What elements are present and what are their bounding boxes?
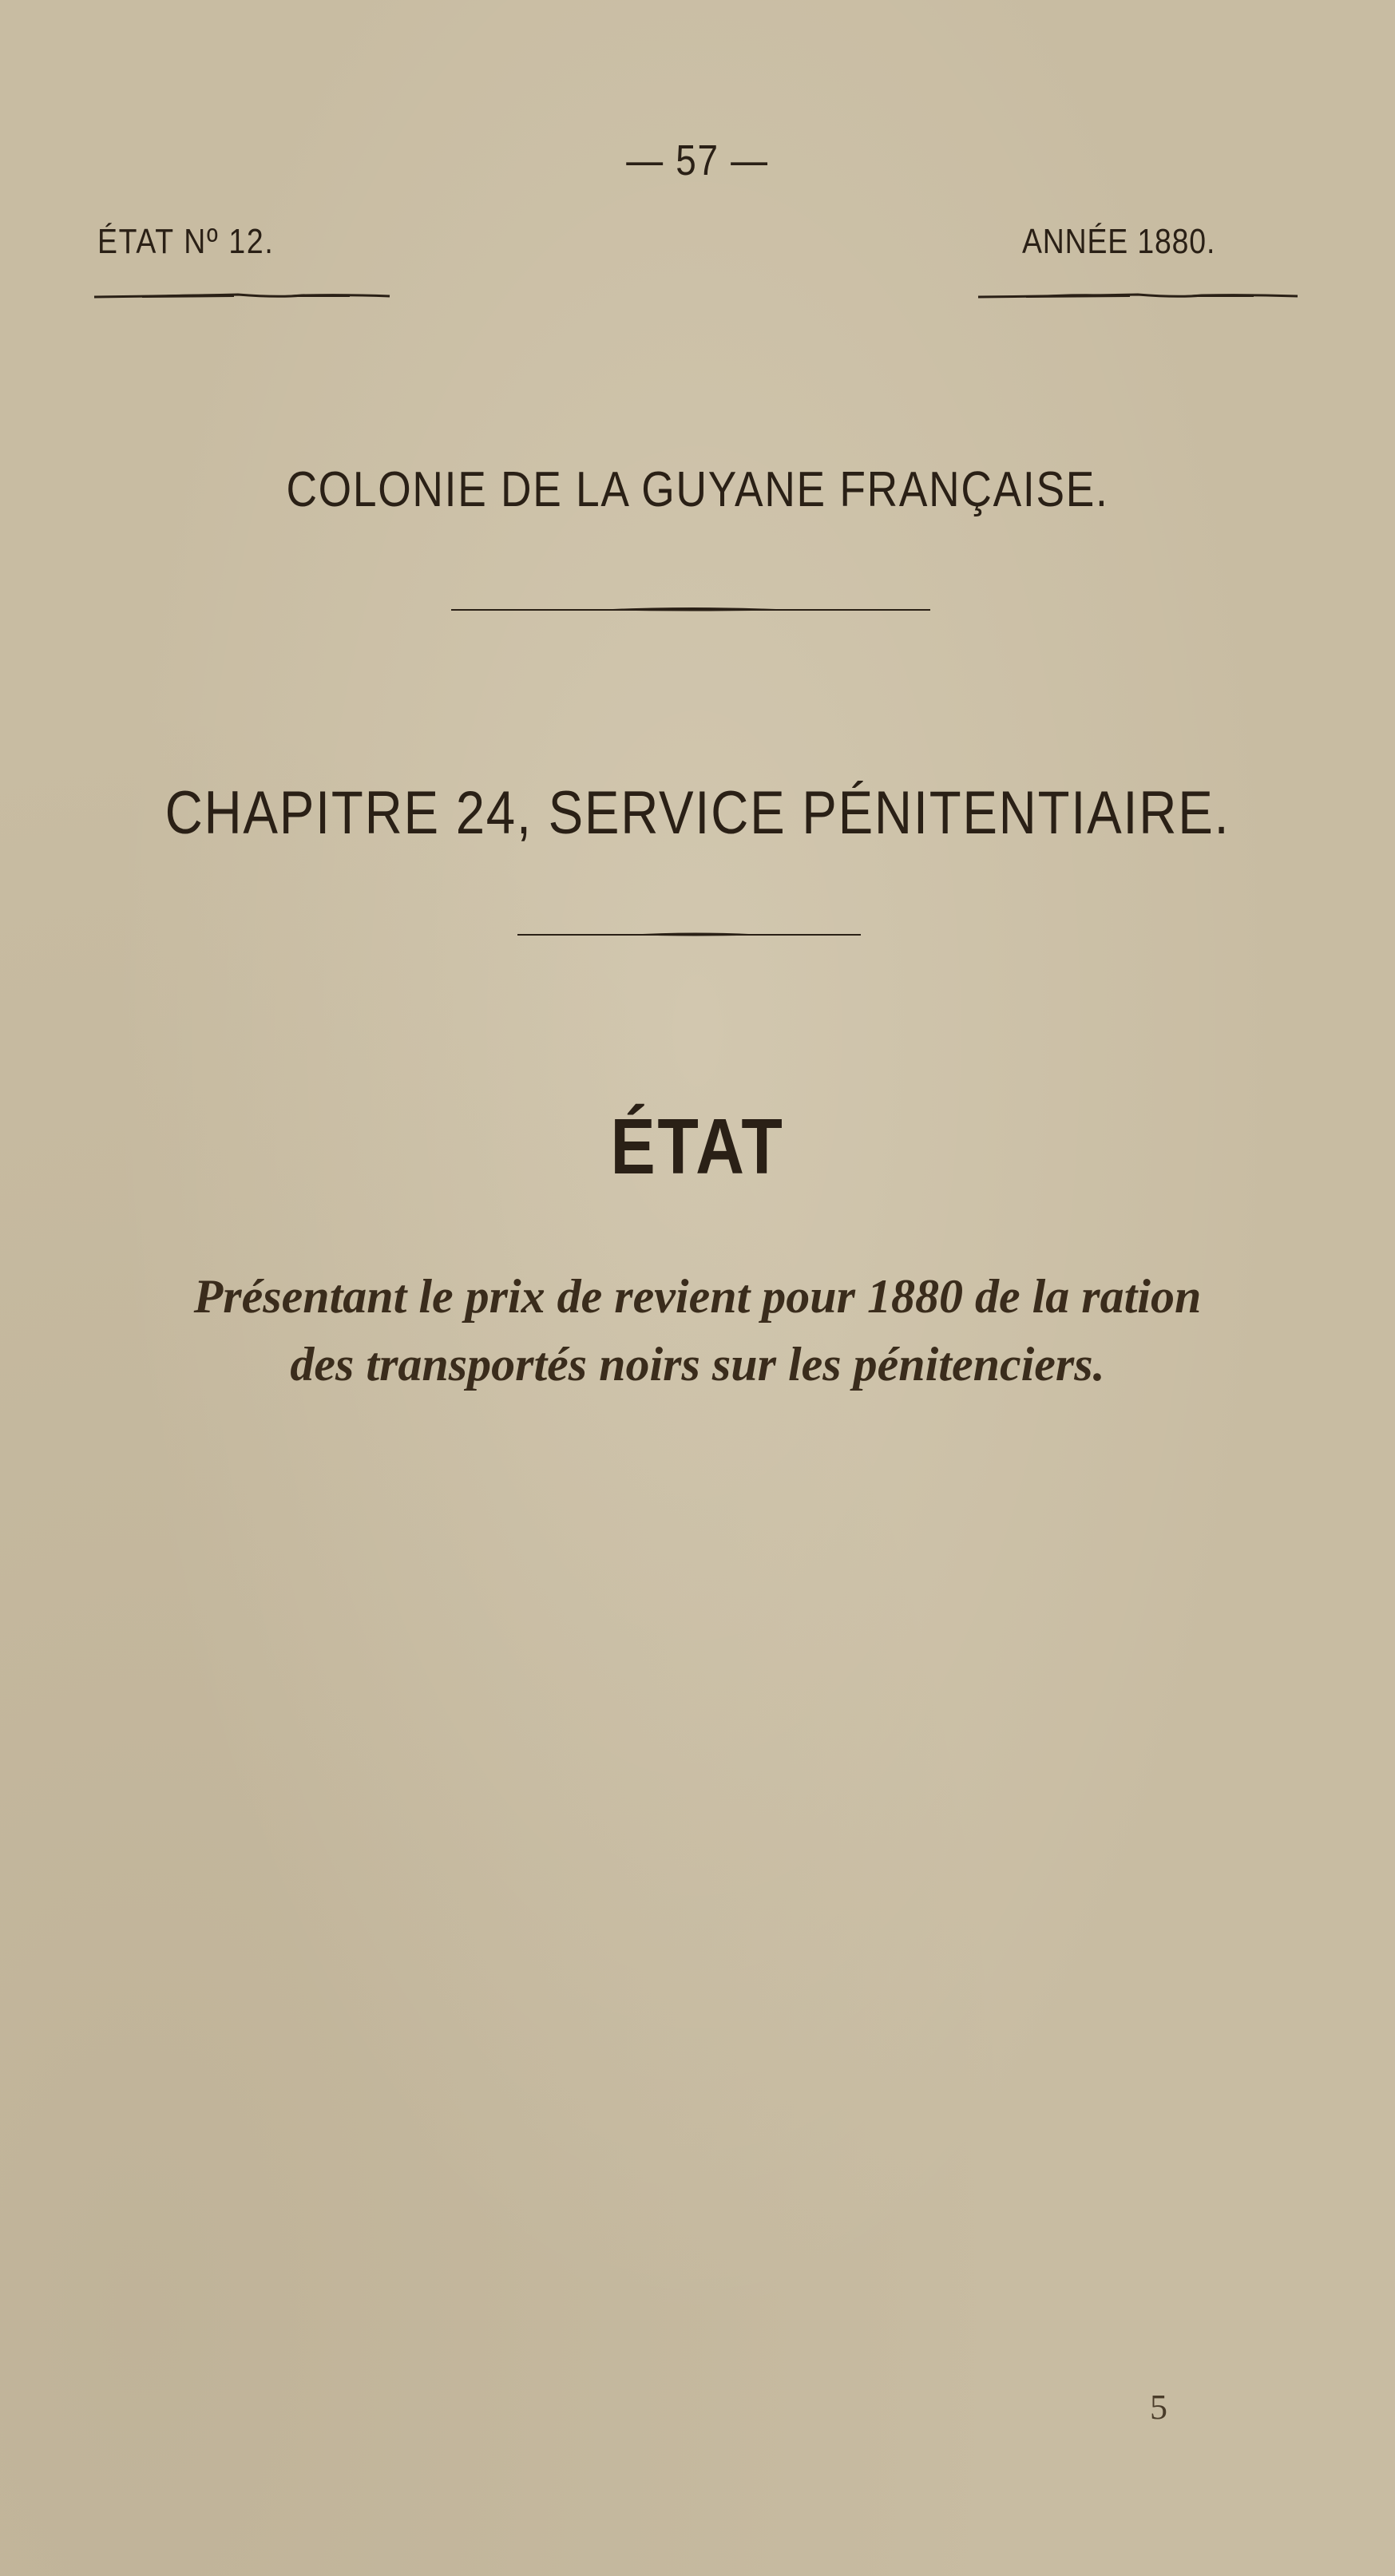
header-left-rule xyxy=(94,291,390,303)
chapter-rule xyxy=(517,930,861,940)
page-number: — 57 — xyxy=(626,137,769,184)
colony-rule xyxy=(451,605,930,615)
subtitle-line-1: Présentant le prix de revient pour 1880 de la ration xyxy=(193,1270,1202,1323)
signature-mark: 5 xyxy=(1150,2388,1167,2427)
state-title: ÉTAT xyxy=(610,1102,785,1190)
year-label: ANNÉE 1880. xyxy=(1022,222,1216,261)
chapter-title: CHAPITRE 24, SERVICE PÉNITENTIAIRE. xyxy=(164,779,1231,847)
subtitle-line-2: des transportés noirs sur les pénitenciers. xyxy=(290,1338,1105,1391)
state-number-label: ÉTAT Nº 12. xyxy=(97,222,275,261)
colony-title: COLONIE DE LA GUYANE FRANÇAISE. xyxy=(286,462,1109,517)
header-right-rule xyxy=(978,291,1298,303)
